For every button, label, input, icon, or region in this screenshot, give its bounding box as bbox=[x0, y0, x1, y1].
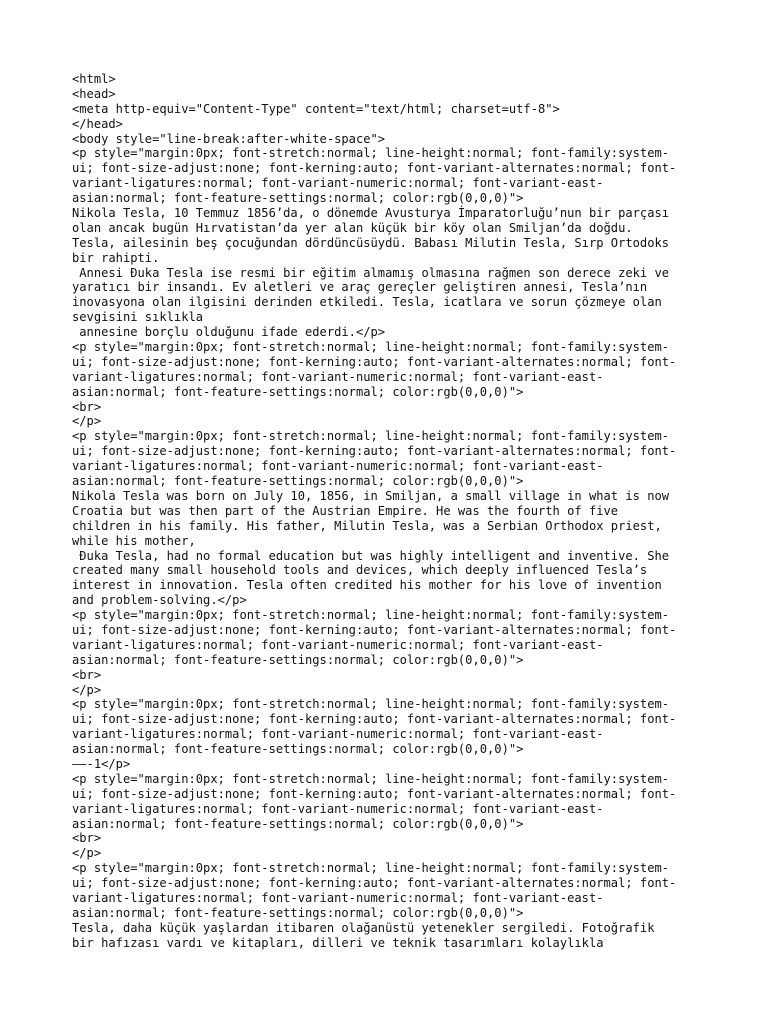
text-line: while his mother, bbox=[72, 533, 196, 548]
text-line: asian:normal; font-feature-settings:normal; color:rgb(0,0,0)"> bbox=[72, 474, 524, 489]
text-line: Tesla, daha küçük yaşlardan itibaren olağanüstü yetenekler sergiledi. Fotoğrafik bbox=[72, 920, 655, 935]
text-line: ui; font-size-adjust:none; font-kerning:auto; font-variant-alternates:normal; font- bbox=[72, 161, 677, 176]
text-line: olan ancak bugün Hırvatistan’da yer alan küçük bir köy olan Smiljan’da doğdu. bbox=[72, 220, 633, 235]
text-line: ——-1</p> bbox=[72, 756, 131, 771]
text-line: </head> bbox=[72, 116, 123, 131]
text-line: asian:normal; font-feature-settings:normal; color:rgb(0,0,0)"> bbox=[72, 905, 524, 920]
text-line: <p style="margin:0px; font-stretch:normal; line-height:normal; font-family:system- bbox=[72, 861, 670, 876]
text-line: bir hafızası vardı ve kitapları, dilleri ve teknik tasarımları kolaylıkla bbox=[72, 935, 604, 950]
text-line: yaratıcı bir insandı. Ev aletleri ve araç gereçler geliştiren annesi, Tesla’nın bbox=[72, 280, 648, 295]
text-line: variant-ligatures:normal; font-variant-numeric:normal; font-variant-east- bbox=[72, 369, 604, 384]
text-line: </p> bbox=[72, 846, 102, 861]
text-line: ui; font-size-adjust:none; font-kerning:auto; font-variant-alternates:normal; font- bbox=[72, 876, 677, 891]
text-line: <html> bbox=[72, 72, 116, 86]
text-line: variant-ligatures:normal; font-variant-numeric:normal; font-variant-east- bbox=[72, 176, 604, 191]
text-line: ui; font-size-adjust:none; font-kerning:auto; font-variant-alternates:normal; font- bbox=[72, 786, 677, 801]
text-line: asian:normal; font-feature-settings:normal; color:rgb(0,0,0)"> bbox=[72, 384, 524, 399]
text-line: Đuka Tesla, had no formal education but was highly intelligent and inventive. She bbox=[72, 548, 670, 563]
text-line: variant-ligatures:normal; font-variant-numeric:normal; font-variant-east- bbox=[72, 637, 604, 652]
text-line: <p style="margin:0px; font-stretch:normal; line-height:normal; font-family:system- bbox=[72, 697, 670, 712]
text-line: Nikola Tesla was born on July 10, 1856, in Smiljan, a small village in what is now bbox=[72, 488, 670, 503]
text-line: <p style="margin:0px; font-stretch:normal; line-height:normal; font-family:system- bbox=[72, 146, 670, 161]
text-line: </p> bbox=[72, 414, 102, 429]
text-line: Tesla, ailesinin beş çocuğundan dördüncüsüydü. Babası Milutin Tesla, Sırp Ortodoks bbox=[72, 235, 670, 250]
document-page bbox=[72, 72, 712, 951]
text-line: variant-ligatures:normal; font-variant-numeric:normal; font-variant-east- bbox=[72, 727, 604, 742]
text-line: Nikola Tesla, 10 Temmuz 1856’da, o dönemde Avusturya İmparatorluğu’nun bir parçası bbox=[72, 206, 670, 221]
text-line: </p> bbox=[72, 682, 102, 697]
text-line: <p style="margin:0px; font-stretch:normal; line-height:normal; font-family:system- bbox=[72, 340, 670, 355]
text-line: <body style="line-break:after-white-space"> bbox=[72, 131, 386, 146]
text-line: <br> bbox=[72, 399, 102, 414]
text-line: variant-ligatures:normal; font-variant-numeric:normal; font-variant-east- bbox=[72, 801, 604, 816]
text-line: <meta http-equiv="Content-Type" content="text/html; charset=utf-8"> bbox=[72, 101, 560, 116]
text-line: <p style="margin:0px; font-stretch:normal; line-height:normal; font-family:system- bbox=[72, 771, 670, 786]
text-line: ui; font-size-adjust:none; font-kerning:auto; font-variant-alternates:normal; font- bbox=[72, 712, 677, 727]
text-line: Annesi Đuka Tesla ise resmi bir eğitim almamış olmasına rağmen son derece zeki ve bbox=[72, 265, 670, 280]
text-line: variant-ligatures:normal; font-variant-numeric:normal; font-variant-east- bbox=[72, 890, 604, 905]
text-line: sevgisini sıklıkla bbox=[72, 310, 204, 325]
text-line: Croatia but was then part of the Austrian Empire. He was the fourth of five bbox=[72, 503, 619, 518]
text-line: <p style="margin:0px; font-stretch:normal; line-height:normal; font-family:system- bbox=[72, 608, 670, 623]
text-line: ui; font-size-adjust:none; font-kerning:auto; font-variant-alternates:normal; font- bbox=[72, 622, 677, 637]
text-line: asian:normal; font-feature-settings:normal; color:rgb(0,0,0)"> bbox=[72, 742, 524, 757]
text-line: <br> bbox=[72, 831, 102, 846]
text-line: asian:normal; font-feature-settings:normal; color:rgb(0,0,0)"> bbox=[72, 652, 524, 667]
text-line: variant-ligatures:normal; font-variant-numeric:normal; font-variant-east- bbox=[72, 459, 604, 474]
text-line: asian:normal; font-feature-settings:normal; color:rgb(0,0,0)"> bbox=[72, 816, 524, 831]
text-line: <br> bbox=[72, 667, 102, 682]
text-line: created many small household tools and devices, which deeply influenced Tesla’s bbox=[72, 563, 648, 578]
text-line: annesine borçlu olduğunu ifade ederdi.</p> bbox=[72, 325, 386, 340]
text-line: children in his family. His father, Milutin Tesla, was a Serbian Orthodox priest, bbox=[72, 518, 662, 533]
text-line: asian:normal; font-feature-settings:normal; color:rgb(0,0,0)"> bbox=[72, 191, 524, 206]
text-line: <p style="margin:0px; font-stretch:normal; line-height:normal; font-family:system- bbox=[72, 429, 670, 444]
text-line: <head> bbox=[72, 86, 116, 101]
text-line: ui; font-size-adjust:none; font-kerning:auto; font-variant-alternates:normal; font- bbox=[72, 444, 677, 459]
text-line: ui; font-size-adjust:none; font-kerning:auto; font-variant-alternates:normal; font- bbox=[72, 354, 677, 369]
text-line: interest in innovation. Tesla often credited his mother for his love of invention bbox=[72, 578, 662, 593]
text-line: and problem-solving.</p> bbox=[72, 593, 247, 608]
text-line: inovasyona olan ilgisini derinden etkiledi. Tesla, icatlara ve sorun çözmeye olan bbox=[72, 295, 662, 310]
text-line: bir rahipti. bbox=[72, 250, 160, 265]
